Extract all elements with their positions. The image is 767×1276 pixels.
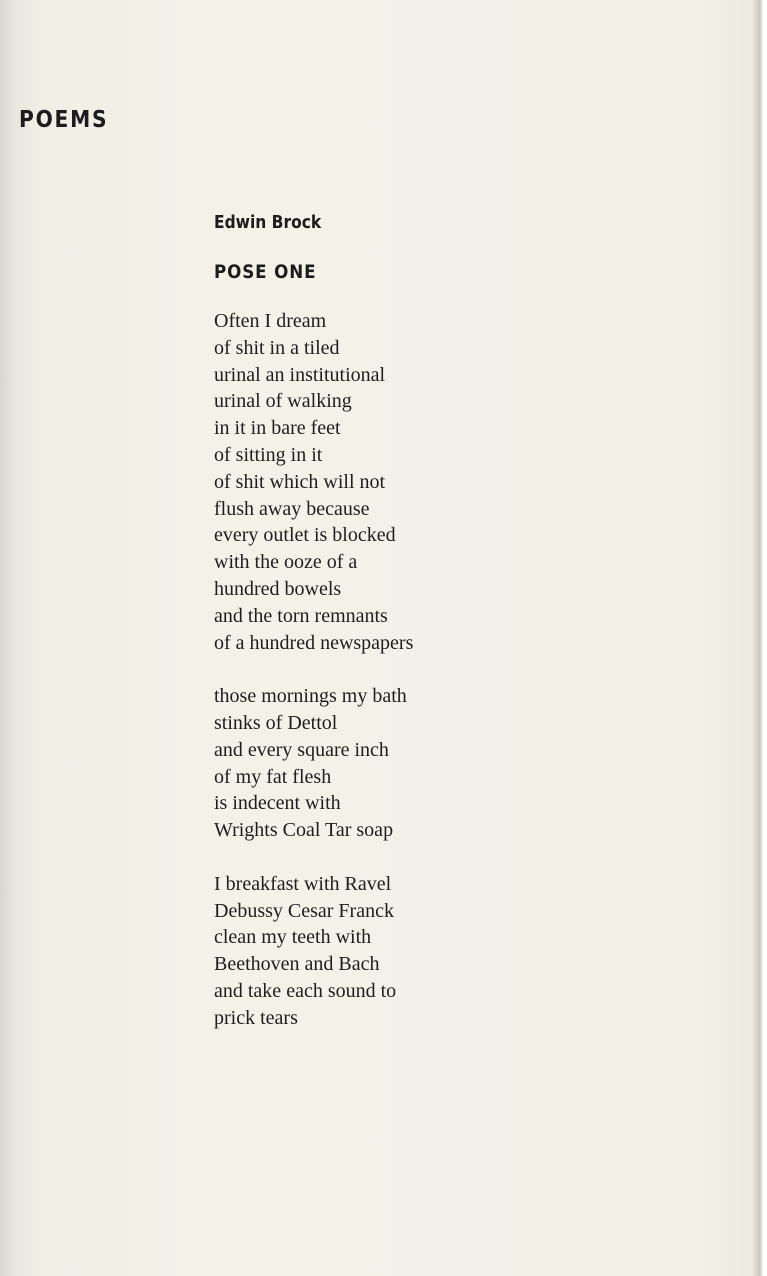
poem-line: of sitting in it <box>214 443 323 466</box>
poem-line: is indecent with <box>214 792 341 815</box>
author-name: Edwin Brock <box>214 212 322 233</box>
poem-line: and the torn remnants <box>214 604 388 627</box>
poem-line: prick tears <box>214 1006 298 1029</box>
poem-line: stinks of Dettol <box>214 711 338 734</box>
poem-line: urinal of walking <box>214 390 352 413</box>
poem-line: Wrights Coal Tar soap <box>214 819 394 842</box>
poem-line: and every square inch <box>214 738 389 761</box>
stanza-1 <box>214 308 413 656</box>
poem-line: of shit which will not <box>214 470 386 493</box>
poem-line: flush away because <box>214 497 370 520</box>
poem-line: of a hundred newspapers <box>214 631 414 654</box>
stanza-2 <box>214 683 413 844</box>
poem-line: those mornings my bath <box>214 685 407 708</box>
poem-line: every outlet is blocked <box>214 524 396 547</box>
poem-line: with the ooze of a <box>214 551 358 574</box>
poem-line: Beethoven and Bach <box>214 953 380 976</box>
poem-line: Often I dream <box>214 310 327 332</box>
poem-line: of shit in a tiled <box>214 336 340 359</box>
poem-line: hundred bowels <box>214 577 342 600</box>
poem-body <box>214 308 413 1058</box>
poem-line: I breakfast with Ravel <box>214 872 392 895</box>
poem-title: POSE ONE <box>214 261 317 283</box>
poem-line: clean my teeth with <box>214 926 372 949</box>
poem-line: in it in bare feet <box>214 417 341 440</box>
stanza-3 <box>214 871 413 1032</box>
poem-line: and take each sound to <box>214 979 397 1002</box>
poem-line: of my fat flesh <box>214 765 332 788</box>
poem-line: Debussy Cesar Franck <box>214 899 394 922</box>
poem-line: urinal an institutional <box>214 363 386 386</box>
section-heading: POEMS <box>19 107 109 133</box>
